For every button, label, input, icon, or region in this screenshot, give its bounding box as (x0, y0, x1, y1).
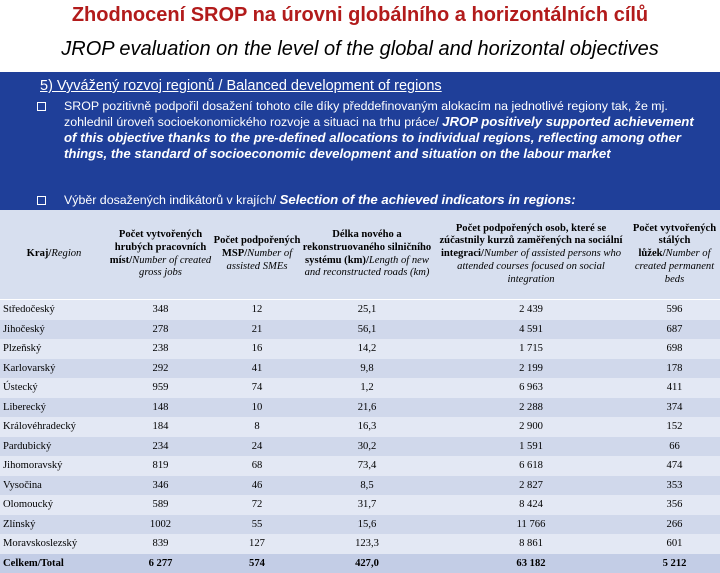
bullet1-czech: SROP pozitivně podpořil dosažení tohoto cíle díky předdefinovaným alokacím na jednotlivé regiony tak, že mj. zohlednil úroveň socioekonomického rozvoje a situaci na trhu práce/ (64, 99, 668, 129)
gross-jobs-cell: 1002 (108, 515, 213, 535)
bullet-square-icon (37, 102, 46, 111)
table-row (0, 495, 720, 515)
header-social-integration: Počet podpořených osob, které se zúčastnily kurzů zaměřených na sociální integraci/Number of assisted persons who attended courses focused on social integration (433, 210, 629, 300)
gross-jobs-cell: 839 (108, 534, 213, 554)
slide-header (0, 0, 720, 72)
social-integration-cell: 2 439 (433, 300, 629, 320)
bullet2-english: Selection of the achieved indicators in regions: (280, 192, 576, 207)
title-english: JROP evaluation on the level of the global and horizontal objectives (0, 38, 720, 61)
smes-cell: 12 (213, 300, 301, 320)
header-assisted-smes: Počet podpořených MSP/Number of assisted SMEs (213, 210, 301, 300)
social-integration-cell: 1 715 (433, 339, 629, 359)
bullet-paragraph-2 (64, 192, 714, 207)
gross-jobs-cell: 819 (108, 456, 213, 476)
smes-cell: 16 (213, 339, 301, 359)
social-integration-cell: 11 766 (433, 515, 629, 535)
roads-km-cell: 16,3 (301, 417, 433, 437)
gross-jobs-cell: 234 (108, 437, 213, 457)
permanent-beds-cell: 411 (629, 378, 720, 398)
permanent-beds-cell: 474 (629, 456, 720, 476)
region-cell: Středočeský (0, 300, 108, 320)
roads-km-cell: 21,6 (301, 398, 433, 418)
bullet2-czech: Výběr dosažených indikátorů v krajích/ (64, 193, 280, 207)
gross-jobs-cell: 959 (108, 378, 213, 398)
table-row (0, 378, 720, 398)
region-cell: Zlínský (0, 515, 108, 535)
table-row (0, 398, 720, 418)
header-gross-jobs: Počet vytvořených hrubých pracovních míst/Number of created gross jobs (108, 210, 213, 300)
roads-km-cell: 1,2 (301, 378, 433, 398)
smes-cell: 74 (213, 378, 301, 398)
permanent-beds-cell: 178 (629, 359, 720, 379)
header-roads-length: Délka nového a rekonstruovaného silničního systému (km)/Length of new and reconstructed roads (km) (301, 210, 433, 300)
permanent-beds-cell: 356 (629, 495, 720, 515)
bullet-square-icon (37, 196, 46, 205)
indicators-table (0, 210, 720, 573)
smes-cell: 127 (213, 534, 301, 554)
total-gross-jobs-cell: 6 277 (108, 554, 213, 573)
roads-km-cell: 30,2 (301, 437, 433, 457)
section-subheading: 5) Vyvážený rozvoj regionů / Balanced development of regions (40, 78, 442, 94)
region-cell: Jihočeský (0, 320, 108, 340)
header-region: Kraj/Region (0, 210, 108, 300)
social-integration-cell: 8 861 (433, 534, 629, 554)
permanent-beds-cell: 698 (629, 339, 720, 359)
social-integration-cell: 2 900 (433, 417, 629, 437)
region-cell: Plzeňský (0, 339, 108, 359)
roads-km-cell: 31,7 (301, 495, 433, 515)
table-row (0, 417, 720, 437)
region-cell: Pardubický (0, 437, 108, 457)
roads-km-cell: 25,1 (301, 300, 433, 320)
region-cell: Karlovarský (0, 359, 108, 379)
gross-jobs-cell: 292 (108, 359, 213, 379)
table-row (0, 320, 720, 340)
region-cell: Moravskoslezský (0, 534, 108, 554)
smes-cell: 46 (213, 476, 301, 496)
smes-cell: 72 (213, 495, 301, 515)
gross-jobs-cell: 148 (108, 398, 213, 418)
table-row (0, 300, 720, 320)
table-row (0, 437, 720, 457)
table-row (0, 359, 720, 379)
social-integration-cell: 6 618 (433, 456, 629, 476)
gross-jobs-cell: 184 (108, 417, 213, 437)
gross-jobs-cell: 589 (108, 495, 213, 515)
region-cell: Vysočina (0, 476, 108, 496)
permanent-beds-cell: 601 (629, 534, 720, 554)
social-integration-cell: 2 288 (433, 398, 629, 418)
smes-cell: 8 (213, 417, 301, 437)
permanent-beds-cell: 152 (629, 417, 720, 437)
region-cell: Jihomoravský (0, 456, 108, 476)
smes-cell: 55 (213, 515, 301, 535)
table-row (0, 456, 720, 476)
total-social-integration-cell: 63 182 (433, 554, 629, 573)
table-row (0, 515, 720, 535)
table-row (0, 534, 720, 554)
gross-jobs-cell: 238 (108, 339, 213, 359)
total-row (0, 554, 720, 573)
smes-cell: 41 (213, 359, 301, 379)
bullet-paragraph-1 (64, 99, 709, 162)
region-cell: Ústecký (0, 378, 108, 398)
region-cell: Liberecký (0, 398, 108, 418)
smes-cell: 21 (213, 320, 301, 340)
gross-jobs-cell: 278 (108, 320, 213, 340)
permanent-beds-cell: 596 (629, 300, 720, 320)
table-header-row (0, 210, 720, 300)
smes-cell: 68 (213, 456, 301, 476)
gross-jobs-cell: 346 (108, 476, 213, 496)
smes-cell: 24 (213, 437, 301, 457)
smes-cell: 10 (213, 398, 301, 418)
title-czech: Zhodnocení SROP na úrovni globálního a horizontálních cílů (0, 4, 720, 27)
social-integration-cell: 8 424 (433, 495, 629, 515)
roads-km-cell: 14,2 (301, 339, 433, 359)
permanent-beds-cell: 687 (629, 320, 720, 340)
roads-km-cell: 9,8 (301, 359, 433, 379)
permanent-beds-cell: 266 (629, 515, 720, 535)
table-body (0, 300, 720, 573)
social-integration-cell: 2 827 (433, 476, 629, 496)
permanent-beds-cell: 66 (629, 437, 720, 457)
roads-km-cell: 15,6 (301, 515, 433, 535)
region-cell: Olomoucký (0, 495, 108, 515)
header-permanent-beds: Počet vytvořených stálých lůžek/Number of created permanent beds (629, 210, 720, 300)
social-integration-cell: 1 591 (433, 437, 629, 457)
permanent-beds-cell: 374 (629, 398, 720, 418)
table-row (0, 476, 720, 496)
region-cell: Královéhradecký (0, 417, 108, 437)
bullet1-english: JROP positively supported achievement of this objective thanks to the pre-defined allocations to individual regions, reflecting among other things, the standard of socioeconomic development and situation on the labour market (64, 114, 694, 161)
table-row (0, 339, 720, 359)
social-integration-cell: 4 591 (433, 320, 629, 340)
roads-km-cell: 56,1 (301, 320, 433, 340)
total-smes-cell: 574 (213, 554, 301, 573)
roads-km-cell: 123,3 (301, 534, 433, 554)
total-roads-km-cell: 427,0 (301, 554, 433, 573)
social-integration-cell: 2 199 (433, 359, 629, 379)
total-region-cell: Celkem/Total (0, 554, 108, 573)
social-integration-cell: 6 963 (433, 378, 629, 398)
roads-km-cell: 73,4 (301, 456, 433, 476)
total-permanent-beds-cell: 5 212 (629, 554, 720, 573)
roads-km-cell: 8,5 (301, 476, 433, 496)
gross-jobs-cell: 348 (108, 300, 213, 320)
permanent-beds-cell: 353 (629, 476, 720, 496)
